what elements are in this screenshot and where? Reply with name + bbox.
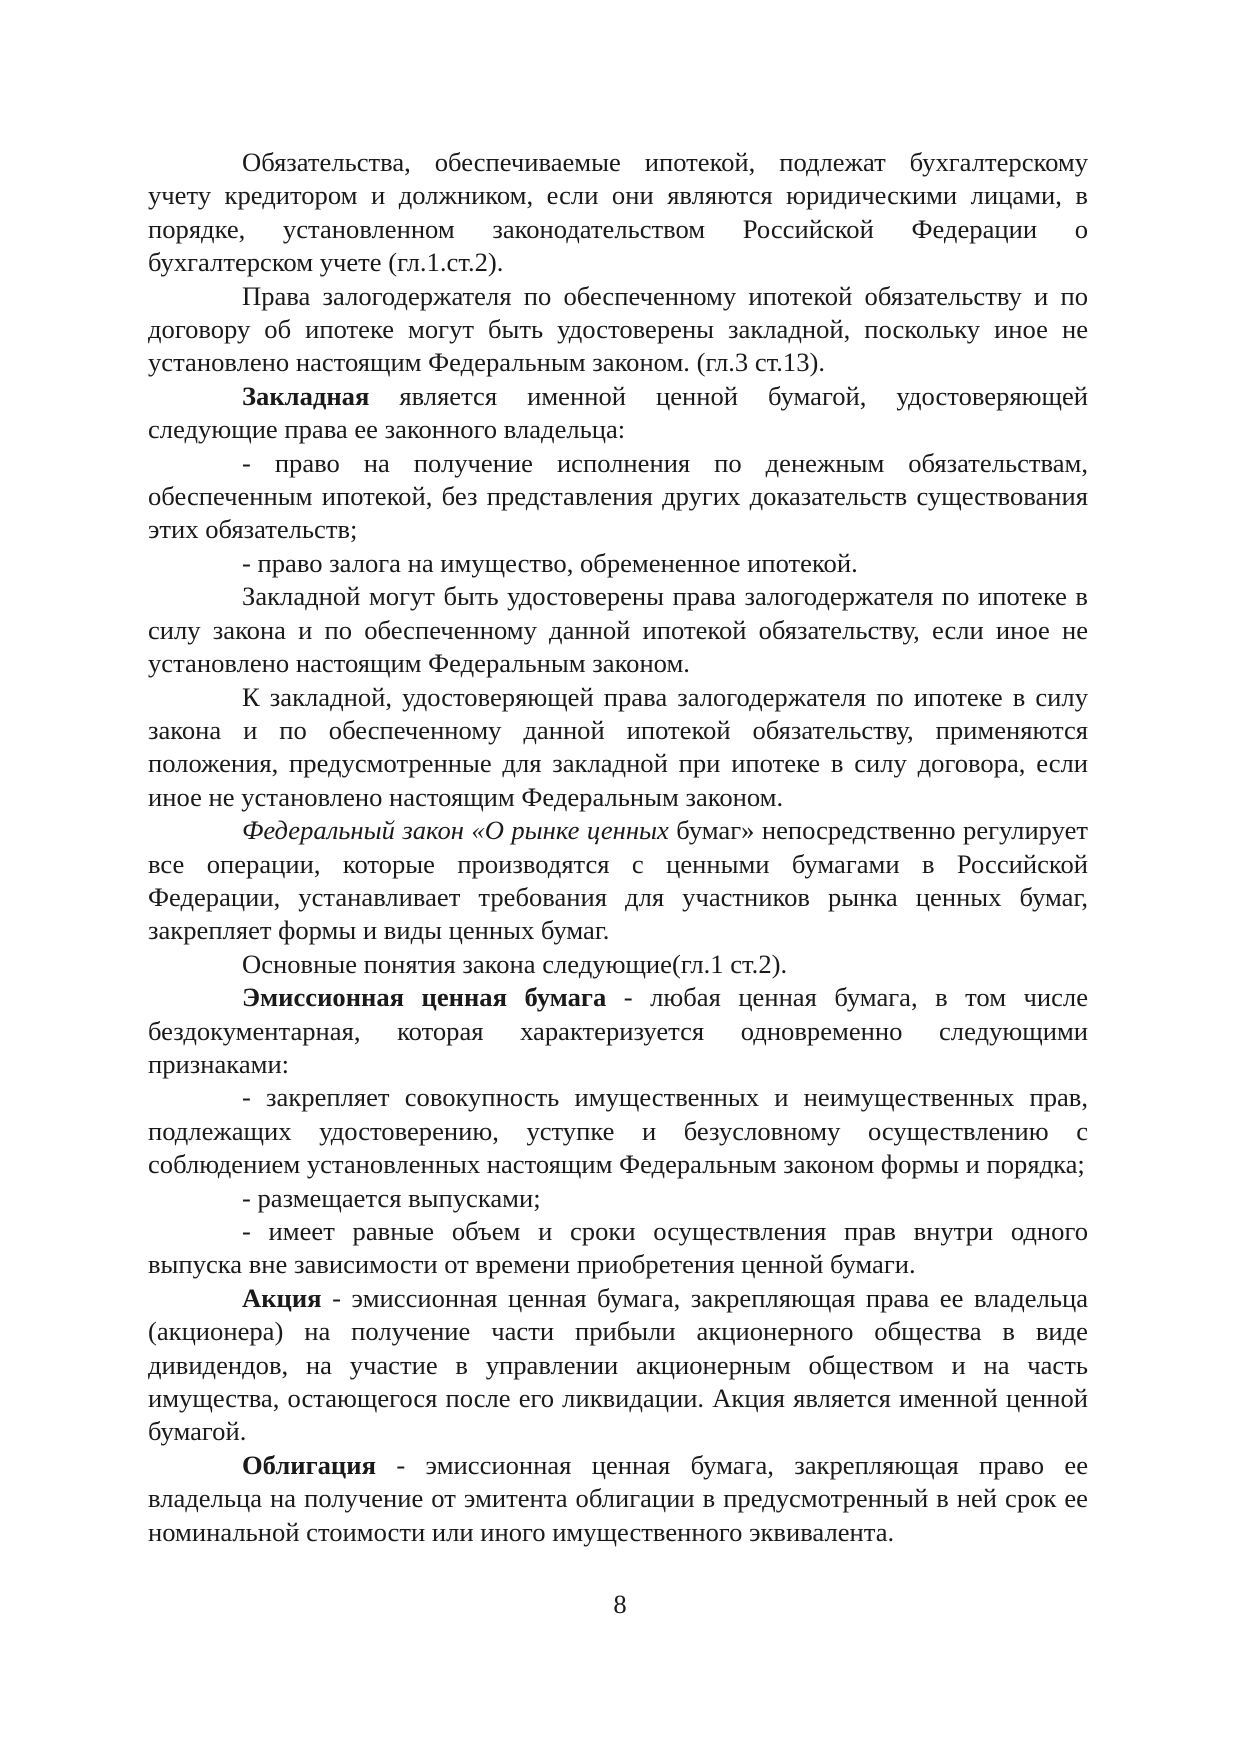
body-text bbox=[148, 146, 1088, 1549]
term-emission-security: Эмиссионная ценная бумага bbox=[242, 982, 607, 1013]
list-item-right-to-performance bbox=[148, 447, 1088, 547]
law-title-italic: Федеральный закон «О рынке ценных bbox=[242, 815, 669, 846]
paragraph-bond bbox=[148, 1449, 1088, 1549]
paragraph-emission-security bbox=[148, 981, 1088, 1081]
paragraph-text: является именной ценной бумагой, удостоверяющей следующие права ее законного владельца: bbox=[148, 380, 1088, 445]
list-item-equal-rights bbox=[148, 1215, 1088, 1282]
list-item-issues bbox=[148, 1182, 1088, 1215]
list-item-text: - право залога на имущество, обремененное ипотекой. bbox=[242, 547, 858, 578]
paragraph-mortgage-note-definition bbox=[148, 380, 1088, 447]
term-share: Акция bbox=[242, 1282, 322, 1313]
paragraph-pledgee-rights bbox=[148, 280, 1088, 380]
paragraph-text: Закладной могут быть удостоверены права залогодержателя по ипотеке в силу закона и по обеспеченному данной ипотекой обязательству, если иное не установлено настоящим Федеральным законом. bbox=[148, 581, 1088, 679]
paragraph-share bbox=[148, 1282, 1088, 1449]
term-bond: Облигация bbox=[242, 1449, 376, 1480]
paragraph-text: Права залогодержателя по обеспеченному ипотекой обязательству и по договору об ипотеке могут быть удостоверены закладной, поскольку иное не установлено настоящим Федеральным законом. (гл.3 ст.13). bbox=[148, 280, 1088, 378]
paragraph-statutory-mortgage bbox=[148, 580, 1088, 680]
list-item-right-of-pledge bbox=[148, 547, 1088, 580]
paragraph-text: Основные понятия закона следующие(гл.1 ст.2). bbox=[242, 948, 788, 979]
list-item-text: - закрепляет совокупность имущественных и неимущественных прав, подлежащих удостоверению, уступке и безусловному осуществлению с соблюдением установленных настоящим Федеральным законом формы и порядка; bbox=[148, 1082, 1088, 1180]
paragraph-text: бумаг» непосредственно регулирует все операции, которые производятся с ценными бумагами в Российской Федерации, устанавливает требования для участников рынка ценных бумаг, закрепляет формы и виды ценных бумаг. bbox=[148, 815, 1088, 946]
paragraph-basic-concepts bbox=[148, 948, 1088, 981]
term-mortgage-note: Закладная bbox=[242, 380, 370, 411]
paragraph-text: Обязательства, обеспечиваемые ипотекой, подлежат бухгалтерскому учету кредитором и должником, если они являются юридическими лицами, в порядке, установленном законодательством Российской Федерации о бухгалтерском учете (гл.1.ст.2). bbox=[148, 147, 1088, 278]
list-item-text: - имеет равные объем и сроки осуществления прав внутри одного выпуска вне зависимости от времени приобретения ценной бумаги. bbox=[148, 1216, 1088, 1280]
paragraph-text: К закладной, удостоверяющей права залогодержателя по ипотеке в силу закона и по обеспеченному данной ипотекой обязательству, применяются положения, предусмотренные для закладной при ипотеке в силу договора, если иное не установлено настоящим Федеральным законом. bbox=[148, 681, 1088, 812]
paragraph-text: - любая ценная бумага, в том числе бездокументарная, которая характеризуется одновременно следующими признаками: bbox=[148, 982, 1088, 1079]
paragraph-text: - эмиссионная ценная бумага, закрепляющая право ее владельца на получение от эмитента облигации в предусмотренный в ней срок ее номинальной стоимости или иного имущественного эквивалента. bbox=[148, 1449, 1088, 1547]
paragraph-accounting bbox=[148, 146, 1088, 280]
list-item-text: - размещается выпусками; bbox=[242, 1182, 541, 1213]
list-item-rights-set bbox=[148, 1081, 1088, 1181]
list-item-text: - право на получение исполнения по денежным обязательствам, обеспеченным ипотекой, без представления других доказательств существования этих обязательств; bbox=[148, 447, 1088, 545]
paragraph-note-provisions bbox=[148, 681, 1088, 815]
page-number: 8 bbox=[613, 1589, 627, 1619]
paragraph-securities-law bbox=[148, 814, 1088, 948]
paragraph-text: - эмиссионная ценная бумага, закрепляющая права ее владельца (акционера) на получение части прибыли акционерного общества в виде дивидендов, на участие в управлении акционерным обществом и на часть имущества, остающегося после его ликвидации. Акция является именной ценной бумагой. bbox=[148, 1282, 1088, 1447]
